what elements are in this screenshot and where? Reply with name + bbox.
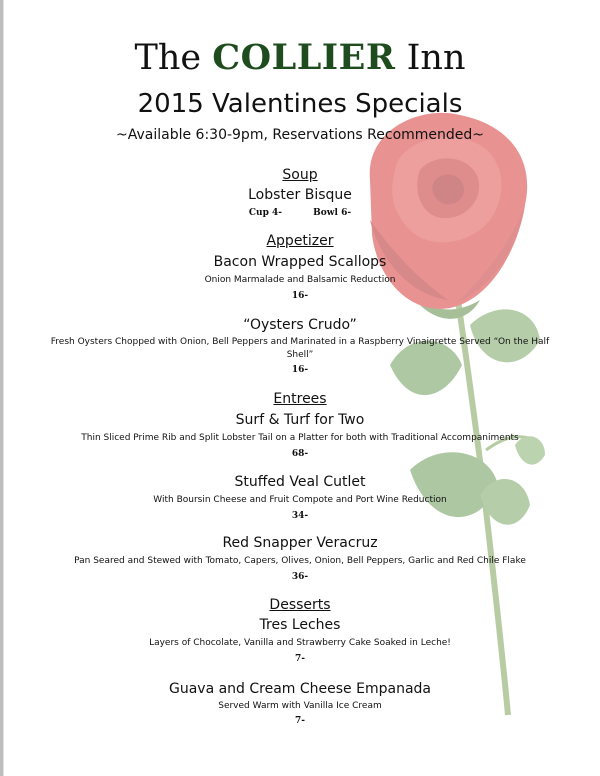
menu-item-name: Stuffed Veal Cutlet xyxy=(234,474,366,490)
title-prefix: The xyxy=(134,38,202,78)
title-suffix: Inn xyxy=(406,38,466,78)
menu-item-name: Bacon Wrapped Scallops xyxy=(213,254,387,270)
section-heading-appetizer: Appetizer xyxy=(266,233,334,249)
menu-item-price: 16- xyxy=(291,365,309,375)
menu-item-name: Guava and Cream Cheese Empanada xyxy=(168,681,431,697)
menu-item-price: 16- xyxy=(291,291,309,301)
menu-item-description: Thin Sliced Prime Rib and Split Lobster Tail on a Platter for both with Traditional Accompaniments xyxy=(81,433,519,443)
menu-item-price: 7- xyxy=(295,654,305,664)
menu-item-description: Fresh Oysters Chopped with Onion, Bell Peppers and Marinated in a Raspberry Vinaigrette Served “On the Half xyxy=(50,337,550,347)
menu-item-name: “Oysters Crudo” xyxy=(243,317,357,333)
menu-item-description: Layers of Chocolate, Vanilla and Strawberry Cake Soaked in Leche! xyxy=(149,638,451,648)
menu-item-price: 7- xyxy=(295,716,305,726)
section-heading-entrees: Entrees xyxy=(273,391,327,407)
soup-prices xyxy=(0,207,600,219)
menu-item-name: Surf & Turf for Two xyxy=(235,412,365,428)
menu-item-description: With Boursin Cheese and Fruit Compote and Port Wine Reduction xyxy=(153,495,447,505)
menu-item-description: Pan Seared and Stewed with Tomato, Capers, Olives, Onion, Bell Peppers, Garlic and Red Chile Flake xyxy=(74,556,526,566)
section-heading-desserts: Desserts xyxy=(269,597,331,613)
menu-item-price: 34- xyxy=(291,511,309,521)
menu-item-name: Red Snapper Veracruz xyxy=(222,535,378,551)
menu-item-description-continued: Shell” xyxy=(286,350,314,360)
menu-item-name: Tres Leches xyxy=(259,617,341,633)
title-brand: COLLIER xyxy=(212,37,396,78)
restaurant-title xyxy=(0,36,600,80)
menu-subtitle: 2015 Valentines Specials xyxy=(137,89,463,119)
soup-cup-price: Cup 4- xyxy=(248,208,283,218)
menu-item-description: Onion Marmalade and Balsamic Reduction xyxy=(204,275,396,285)
soup-item-name: Lobster Bisque xyxy=(248,187,352,203)
availability-note: ~Available 6:30-9pm, Reservations Recommended~ xyxy=(115,127,485,143)
menu-item-price: 36- xyxy=(291,572,309,582)
menu-item-price: 68- xyxy=(291,449,309,459)
menu-item-description: Served Warm with Vanilla Ice Cream xyxy=(218,701,382,711)
section-heading-soup: Soup xyxy=(282,167,318,183)
soup-bowl-price: Bowl 6- xyxy=(313,208,352,218)
